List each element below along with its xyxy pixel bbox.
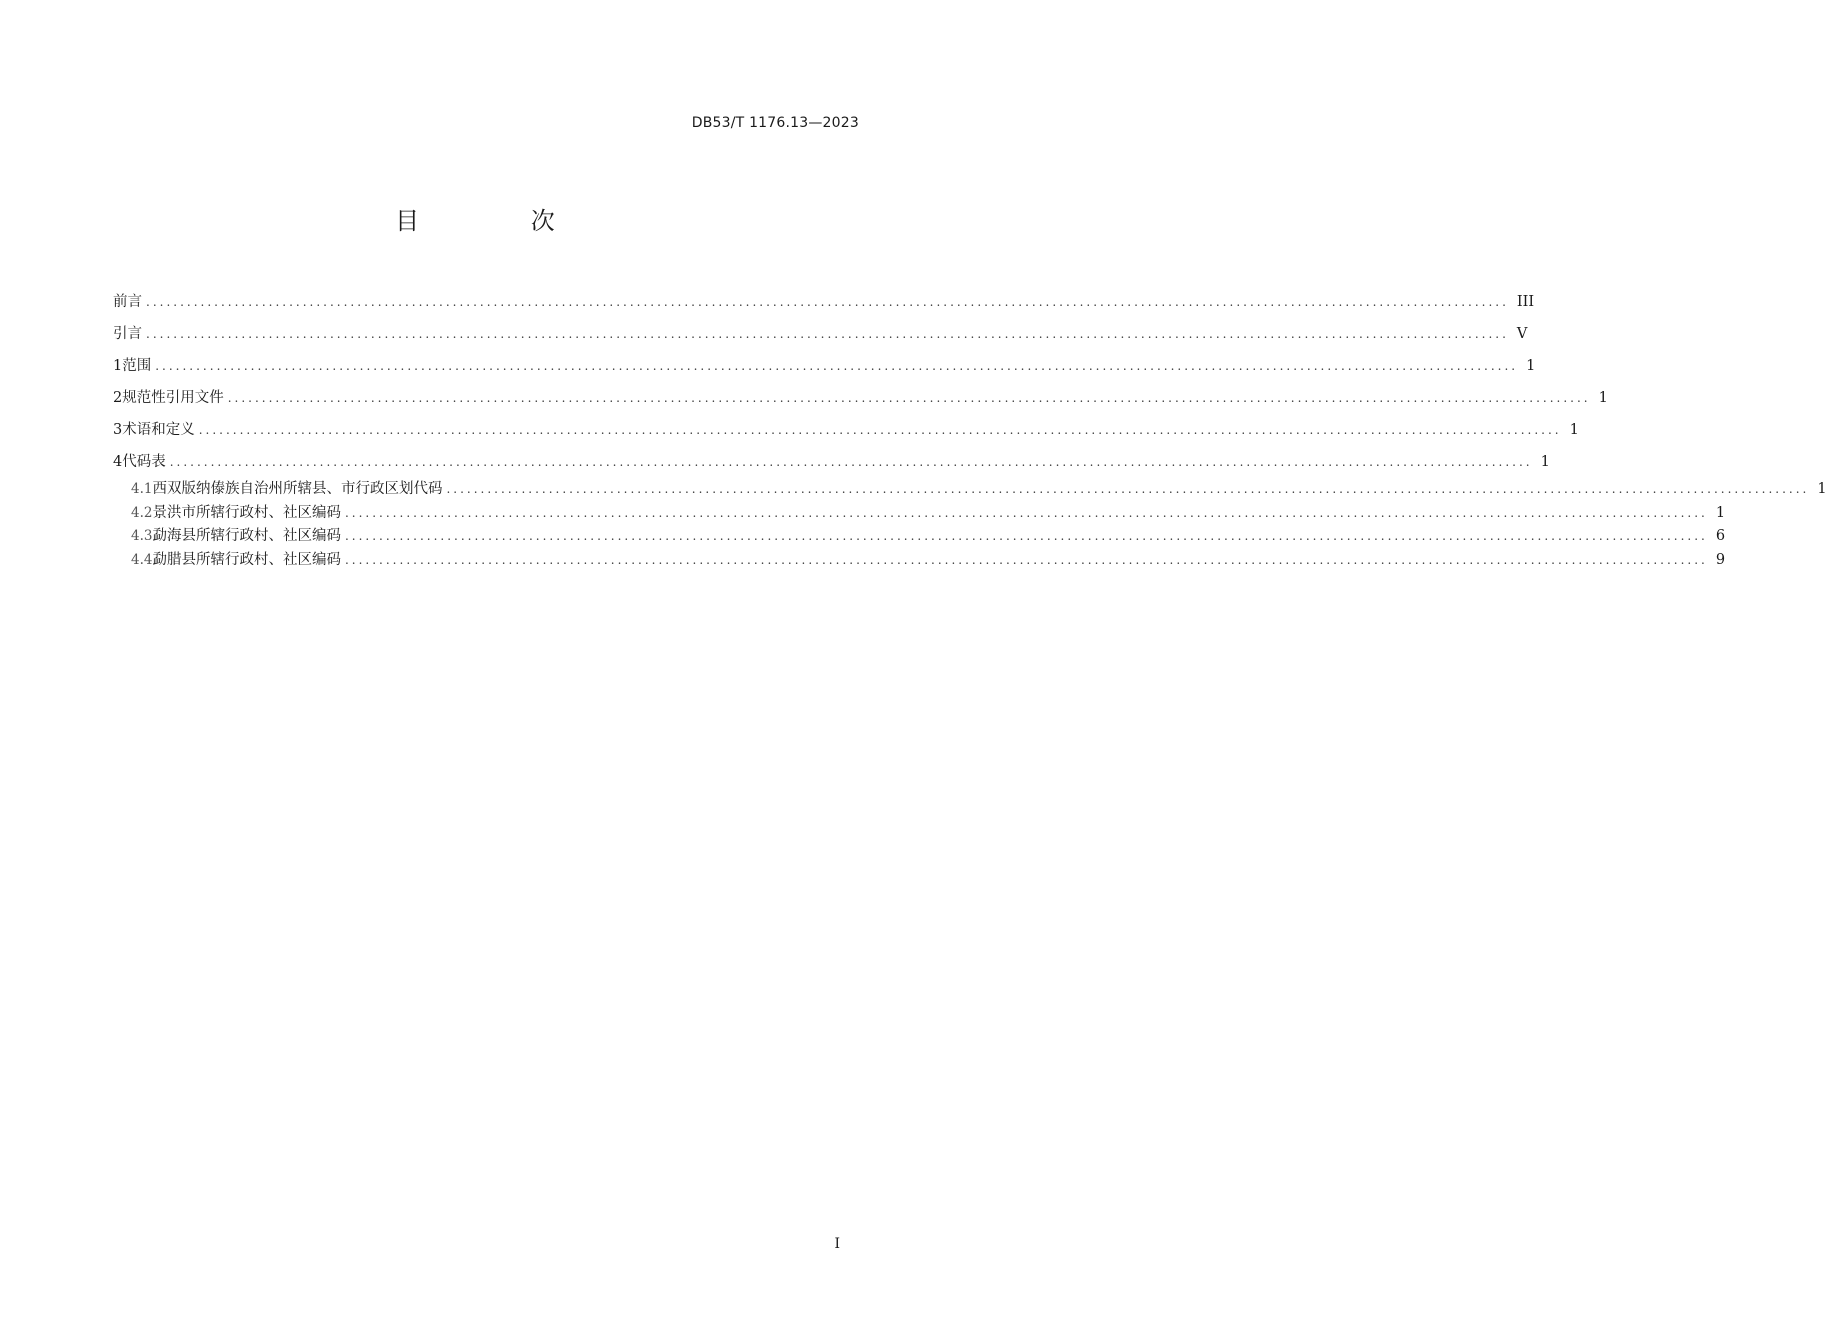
toc-entry-introduction[interactable] — [113, 318, 1528, 350]
toc-entry-number: 4 — [113, 454, 123, 470]
toc-entry-label: 景洪市所辖行政村、社区编码 — [152, 504, 341, 521]
toc-leader-dots: ........................................................................................................................................................................................................ — [169, 455, 1533, 469]
toc-entry-number: 2 — [113, 390, 123, 406]
toc-leader-dots: ........................................................................................................................................................................................................ — [227, 391, 1591, 405]
toc-entry-label: 勐海县所辖行政村、社区编码 — [152, 528, 341, 544]
toc-entry-label: 规范性引用文件 — [122, 390, 224, 406]
toc-entry-number: 3 — [113, 422, 123, 438]
toc-entry-code-tables[interactable] — [113, 446, 1550, 478]
toc-entry-label: 范围 — [122, 358, 152, 374]
toc-entry-number: 1 — [113, 358, 123, 374]
toc-entry-number: 4.3 — [131, 528, 153, 544]
table-of-contents — [113, 286, 1827, 572]
toc-leader-dots: ........................................................................................................................................................................................................ — [344, 505, 1708, 520]
toc-leader-dots: ........................................................................................................................................................................................................ — [146, 327, 1509, 341]
toc-entry-foreword[interactable] — [113, 286, 1535, 318]
toc-entry-4-3[interactable] — [113, 525, 1726, 549]
toc-entry-number: 4.1 — [131, 481, 153, 497]
toc-entry-number: 4.4 — [131, 551, 153, 568]
toc-leader-dots: ........................................................................................................................................................................................................ — [198, 423, 1562, 437]
toc-entry-label: 术语和定义 — [122, 422, 195, 438]
toc-entry-4-2[interactable] — [113, 502, 1726, 526]
toc-entry-page: 1 — [1569, 422, 1579, 438]
toc-entry-page: 1 — [1715, 504, 1726, 521]
toc-entry-number: 4.2 — [131, 504, 153, 521]
toc-entry-4-4[interactable] — [113, 549, 1726, 573]
toc-entry-label: 代码表 — [122, 454, 166, 470]
toc-entry-label: 勐腊县所辖行政村、社区编码 — [152, 551, 341, 568]
toc-entry-page: 9 — [1715, 551, 1726, 568]
toc-title: 目 次 — [395, 207, 607, 235]
toc-leader-dots: ........................................................................................................................................................................................................ — [446, 482, 1810, 496]
toc-entry-normative-references[interactable] — [113, 382, 1608, 414]
toc-entry-label: 西双版纳傣族自治州所辖县、市行政区划代码 — [152, 481, 443, 497]
document-code: DB53/T 1176.13—2023 — [691, 115, 859, 131]
toc-entry-page: V — [1516, 326, 1528, 342]
toc-entry-scope[interactable] — [113, 350, 1536, 382]
toc-leader-dots: ........................................................................................................................................................................................................ — [155, 359, 1519, 373]
toc-leader-dots: ........................................................................................................................................................................................................ — [146, 295, 1509, 309]
toc-leader-dots: ........................................................................................................................................................................................................ — [344, 529, 1708, 543]
toc-entry-terms-definitions[interactable] — [113, 414, 1579, 446]
toc-entry-page: III — [1516, 294, 1535, 310]
toc-entry-page: 1 — [1817, 481, 1827, 497]
toc-entry-page: 1 — [1526, 358, 1536, 374]
toc-leader-dots: ........................................................................................................................................................................................................ — [344, 552, 1708, 567]
toc-entry-page: 1 — [1598, 390, 1608, 406]
page-number: I — [834, 1236, 840, 1252]
toc-entry-4-1[interactable] — [113, 478, 1827, 502]
toc-entry-page: 1 — [1540, 454, 1550, 470]
toc-entry-label: 前言 — [113, 294, 142, 310]
toc-entry-page: 6 — [1715, 528, 1726, 544]
toc-entry-label: 引言 — [113, 326, 142, 342]
